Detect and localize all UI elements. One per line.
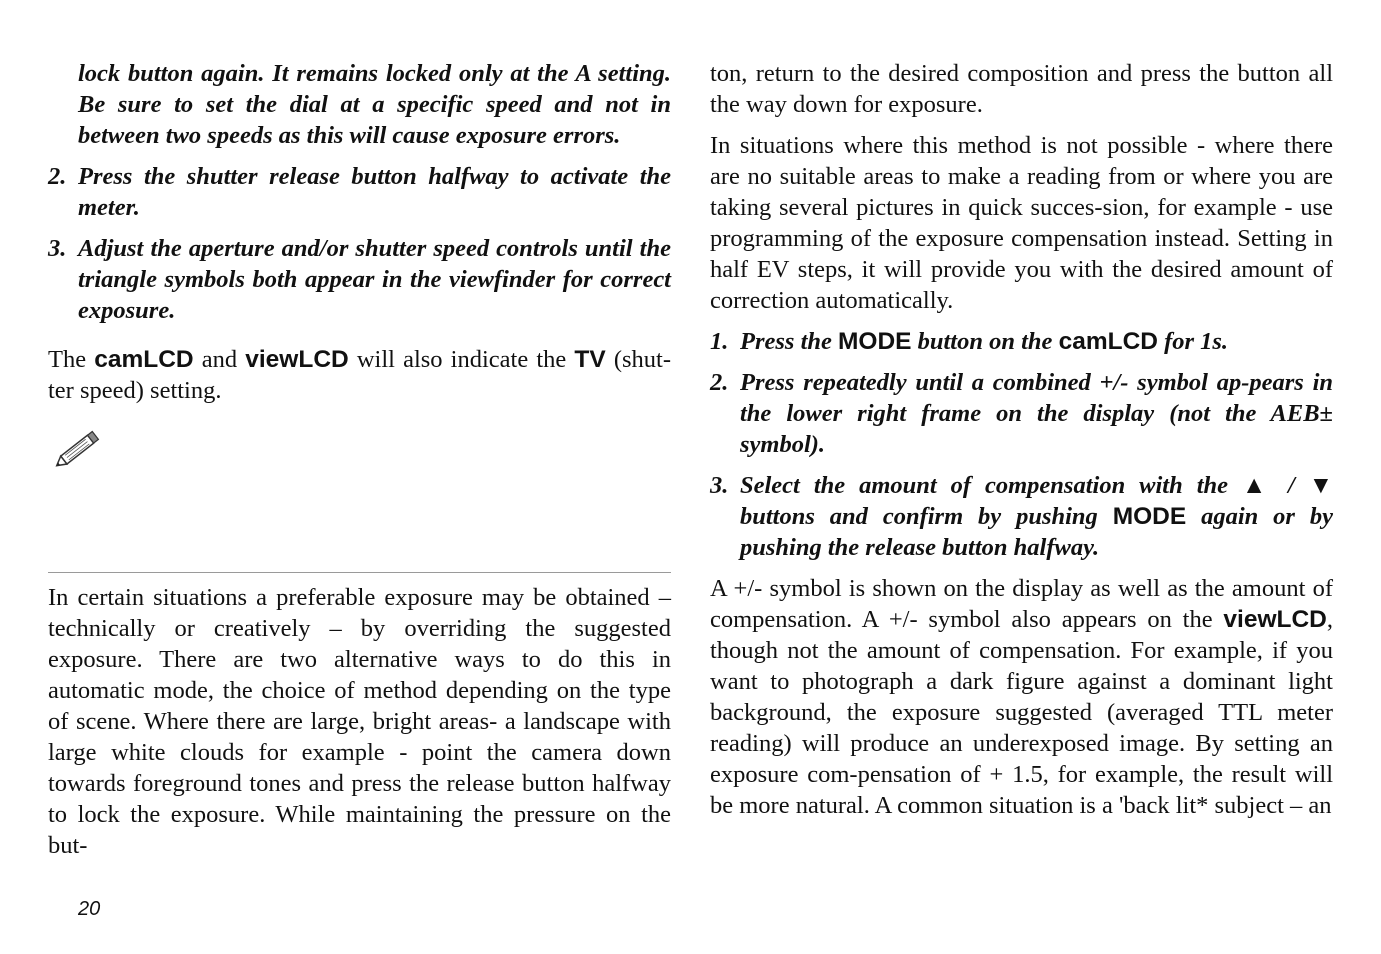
- paragraph-continuation: ton, return to the desired composition and press the button all the way down for exposure.: [710, 60, 1333, 118]
- step-number: 2.: [48, 163, 67, 190]
- text-fragment: will also indicate the: [348, 346, 575, 373]
- text-fragment: A +/- symbol is shown on the display as well as the amount of compensation. A +/- symbol also appears on the: [710, 575, 1333, 633]
- step-text: [740, 326, 1333, 357]
- right-step-2: [710, 367, 1333, 460]
- text-fragment: The: [48, 346, 95, 373]
- section-divider: [48, 572, 671, 573]
- tv-term: TV: [574, 346, 606, 373]
- camlcd-term: camLCD: [1058, 328, 1158, 355]
- right-step-1: [710, 326, 1333, 357]
- viewlcd-term: viewLCD: [245, 346, 349, 373]
- text-fragment: Select the amount of compensation with the ▲ / ▼ buttons and confirm by pushing: [740, 472, 1333, 530]
- mode-term: MODE: [838, 328, 912, 355]
- viewlcd-term: viewLCD: [1223, 606, 1327, 633]
- step-text: Press repeatedly until a combined +/- symbol ap-pears in the lower right frame on the display (not the AEB± symbol).: [740, 369, 1333, 458]
- step-3: [48, 233, 671, 326]
- camlcd-term: camLCD: [94, 346, 194, 373]
- left-column: [48, 58, 671, 472]
- right-step-3: [710, 470, 1333, 563]
- text-fragment: again or by pushing the release button halfway.: [740, 503, 1333, 561]
- override-paragraph: In certain situations a preferable exposure may be obtained – technically or creatively – by overriding the suggested exposure. There are two alternative ways to do this in automatic mode, the choice of method depending on the type of scene. Where there are large, bright areas- a landscape with large white clouds for example - point the camera down towards foreground tones and press the release button halfway to lock the exposure. While maintaining the pressure on the but-: [48, 584, 671, 859]
- symbol-paragraph: [710, 573, 1333, 821]
- right-column: [710, 58, 1333, 831]
- left-lower-column: [48, 582, 671, 871]
- indicate-paragraph: [48, 344, 671, 406]
- step-number: 1.: [710, 328, 729, 355]
- step-continuation: lock button again. It remains locked only at the A setting. Be sure to set the dial at a specific speed and not in between two speeds as this will cause exposure errors.: [78, 60, 671, 149]
- step-2: [48, 161, 671, 223]
- page-number: 20: [78, 898, 101, 920]
- text-fragment: (shut-ter speed) setting.: [48, 346, 671, 404]
- text-fragment: , though not the amount of compensation. For example, if you want to photograph a dark figure against a dominant light background, the exposure suggested (averaged TTL meter reading) will produce an underexposed image. By setting an exposure com-pensation of + 1.5, for example, the result will be more natural. A common situation is a 'back lit* subject – an: [710, 606, 1333, 819]
- step-number: 2.: [710, 369, 729, 396]
- text-fragment: Press the: [740, 328, 838, 355]
- text-fragment: button on the: [911, 328, 1059, 355]
- step-text: Adjust the aperture and/or shutter speed controls until the triangle symbols both appear in the viewfinder for correct exposure.: [78, 235, 671, 324]
- compensation-paragraph: In situations where this method is not possible - where there are no suitable areas to make a reading from or where you are taking several pictures in quick succes-sion, for example - use programming of the exposure compensation instead. Setting in half EV steps, it will provide you with the desired amount of correction automatically.: [710, 132, 1333, 314]
- step-number: 3.: [710, 472, 729, 499]
- step-text: [740, 470, 1333, 563]
- mode-term: MODE: [1112, 503, 1187, 530]
- text-fragment: for 1s.: [1157, 328, 1229, 355]
- text-fragment: and: [193, 346, 246, 373]
- step-text: Press the shutter release button halfway to activate the meter.: [78, 163, 671, 221]
- pencil-icon: [50, 426, 106, 472]
- step-number: 3.: [48, 235, 67, 262]
